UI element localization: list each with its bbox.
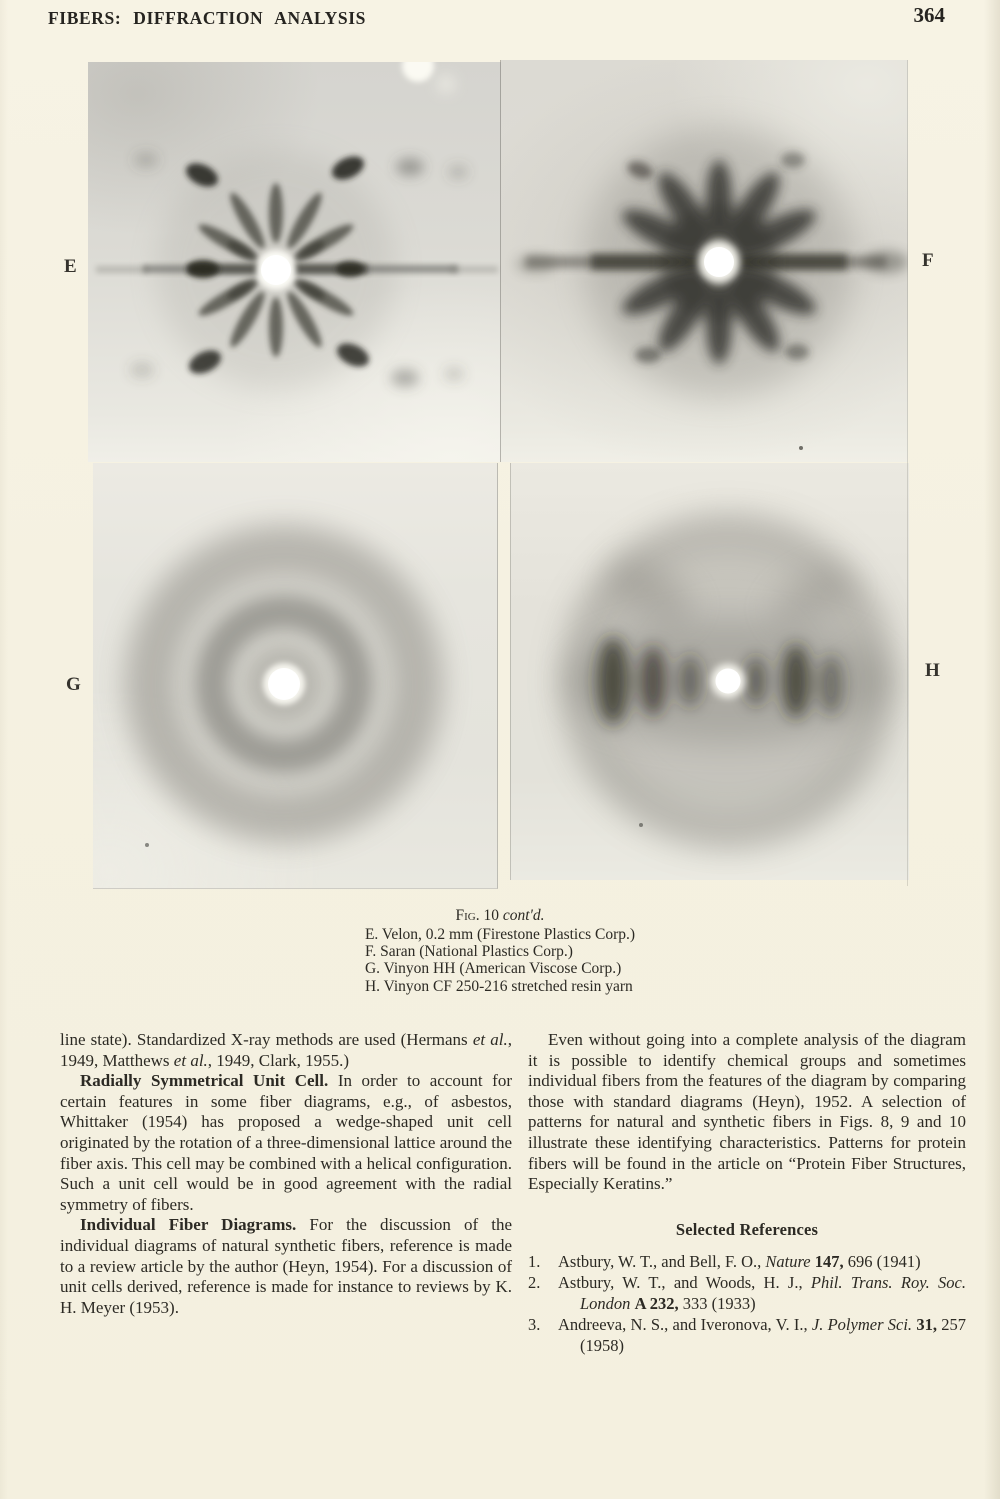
left-column xyxy=(60,1030,512,1356)
running-head: FIBERS: DIFFRACTION ANALYSIS xyxy=(48,8,366,28)
paragraph-identification: Even without going into a complete analysis of the diagram it is possible to identify chemical groups and sometimes individual fibers from the features of the diagram by comparing those with standard diagrams (Heyn), 1952. A selection of patterns for natural and synthetic fibers in Figs. 8, 9 and 10 illustrate these identifying characteristics. Patterns for protein fibers will be found in the article on “Protein Fiber Structures, Especially Keratins.” xyxy=(528,1030,966,1194)
diffraction-pattern-f-graphic xyxy=(501,60,908,462)
diffraction-pattern-h-graphic xyxy=(511,463,909,880)
reference-item xyxy=(528,1314,966,1356)
figure-caption-lines xyxy=(365,926,635,995)
panel-label-e: E xyxy=(64,256,77,277)
reference-item xyxy=(528,1272,966,1314)
paragraph-continued: line state). Standardized X-ray methods are used (Hermans et al., 1949, Matthews et al., 1949, Clark, 1955.) xyxy=(60,1030,512,1070)
panel-label-g: G xyxy=(66,674,81,695)
panel-label-f: F xyxy=(922,250,934,271)
caption-line-f: F. Saran (National Plastics Corp.) xyxy=(364,943,573,961)
reference-text: Astbury, W. T., and Woods, H. J., Phil. Trans. Roy. Soc. London A 232, 333 (1933) xyxy=(558,1273,966,1314)
diffraction-photo-g xyxy=(93,463,498,889)
reference-text: Astbury, W. T., and Bell, F. O., Nature 147, 696 (1941) xyxy=(558,1252,921,1272)
photo-seam-vertical xyxy=(500,60,501,462)
plate-right-edge-line xyxy=(907,60,908,886)
page-left-edge-shade xyxy=(0,0,8,1499)
page-number: 364 xyxy=(913,3,945,27)
caption-line-g: G. Vinyon HH (American Viscose Corp.) xyxy=(364,960,622,978)
diffraction-photo-e xyxy=(88,62,501,462)
reference-text: Andreeva, N. S., and Iveronova, V. I., J. Polymer Sci. 31, 257 (1958) xyxy=(558,1315,966,1356)
figure-caption-title: Fig. 10 cont'd. xyxy=(455,907,545,924)
reference-number: 1. xyxy=(528,1252,541,1272)
reference-number: 3. xyxy=(528,1315,541,1335)
diffraction-photo-f xyxy=(501,60,908,462)
right-column xyxy=(528,1030,966,1356)
diffraction-pattern-e-graphic xyxy=(88,62,501,462)
diffraction-photo-h xyxy=(510,463,909,880)
selected-references-heading: Selected References xyxy=(675,1219,819,1239)
figure-caption xyxy=(0,906,1000,996)
reference-item xyxy=(528,1251,966,1272)
paragraph-individual-fiber-diagrams: Individual Fiber Diagrams. For the discussion of the individual diagrams of natural synthetic fibers, reference is made to a review article by the author (Heyn, 1954). For a discussion of unit cells derived, reference is made for instance to reviews by K. H. Meyer (1953). xyxy=(60,1215,512,1317)
caption-line-h: H. Vinyon CF 250-216 stretched resin yarn xyxy=(364,977,633,995)
paragraph-radially-symmetrical-unit-cell: Radially Symmetrical Unit Cell. In order to account for certain features in some fiber diagrams, e.g., of asbestos, Whittaker (1954) has proposed a wedge-shaped unit cell originated by the rotation of a three-dimensional lattice around the fiber axis. This cell may be combined with a helical configuration. Such a unit cell would be in good agreement with the radial symmetry of fibers. xyxy=(60,1071,512,1214)
figure-plate xyxy=(85,60,908,890)
reference-number: 2. xyxy=(528,1273,541,1293)
panel-label-h: H xyxy=(925,660,940,681)
body-text-columns xyxy=(60,1030,966,1356)
diffraction-pattern-g-graphic xyxy=(93,463,497,888)
caption-line-e: E. Velon, 0.2 mm (Firestone Plastics Corp.) xyxy=(364,926,636,943)
page-edge-shadow xyxy=(984,0,1000,1499)
